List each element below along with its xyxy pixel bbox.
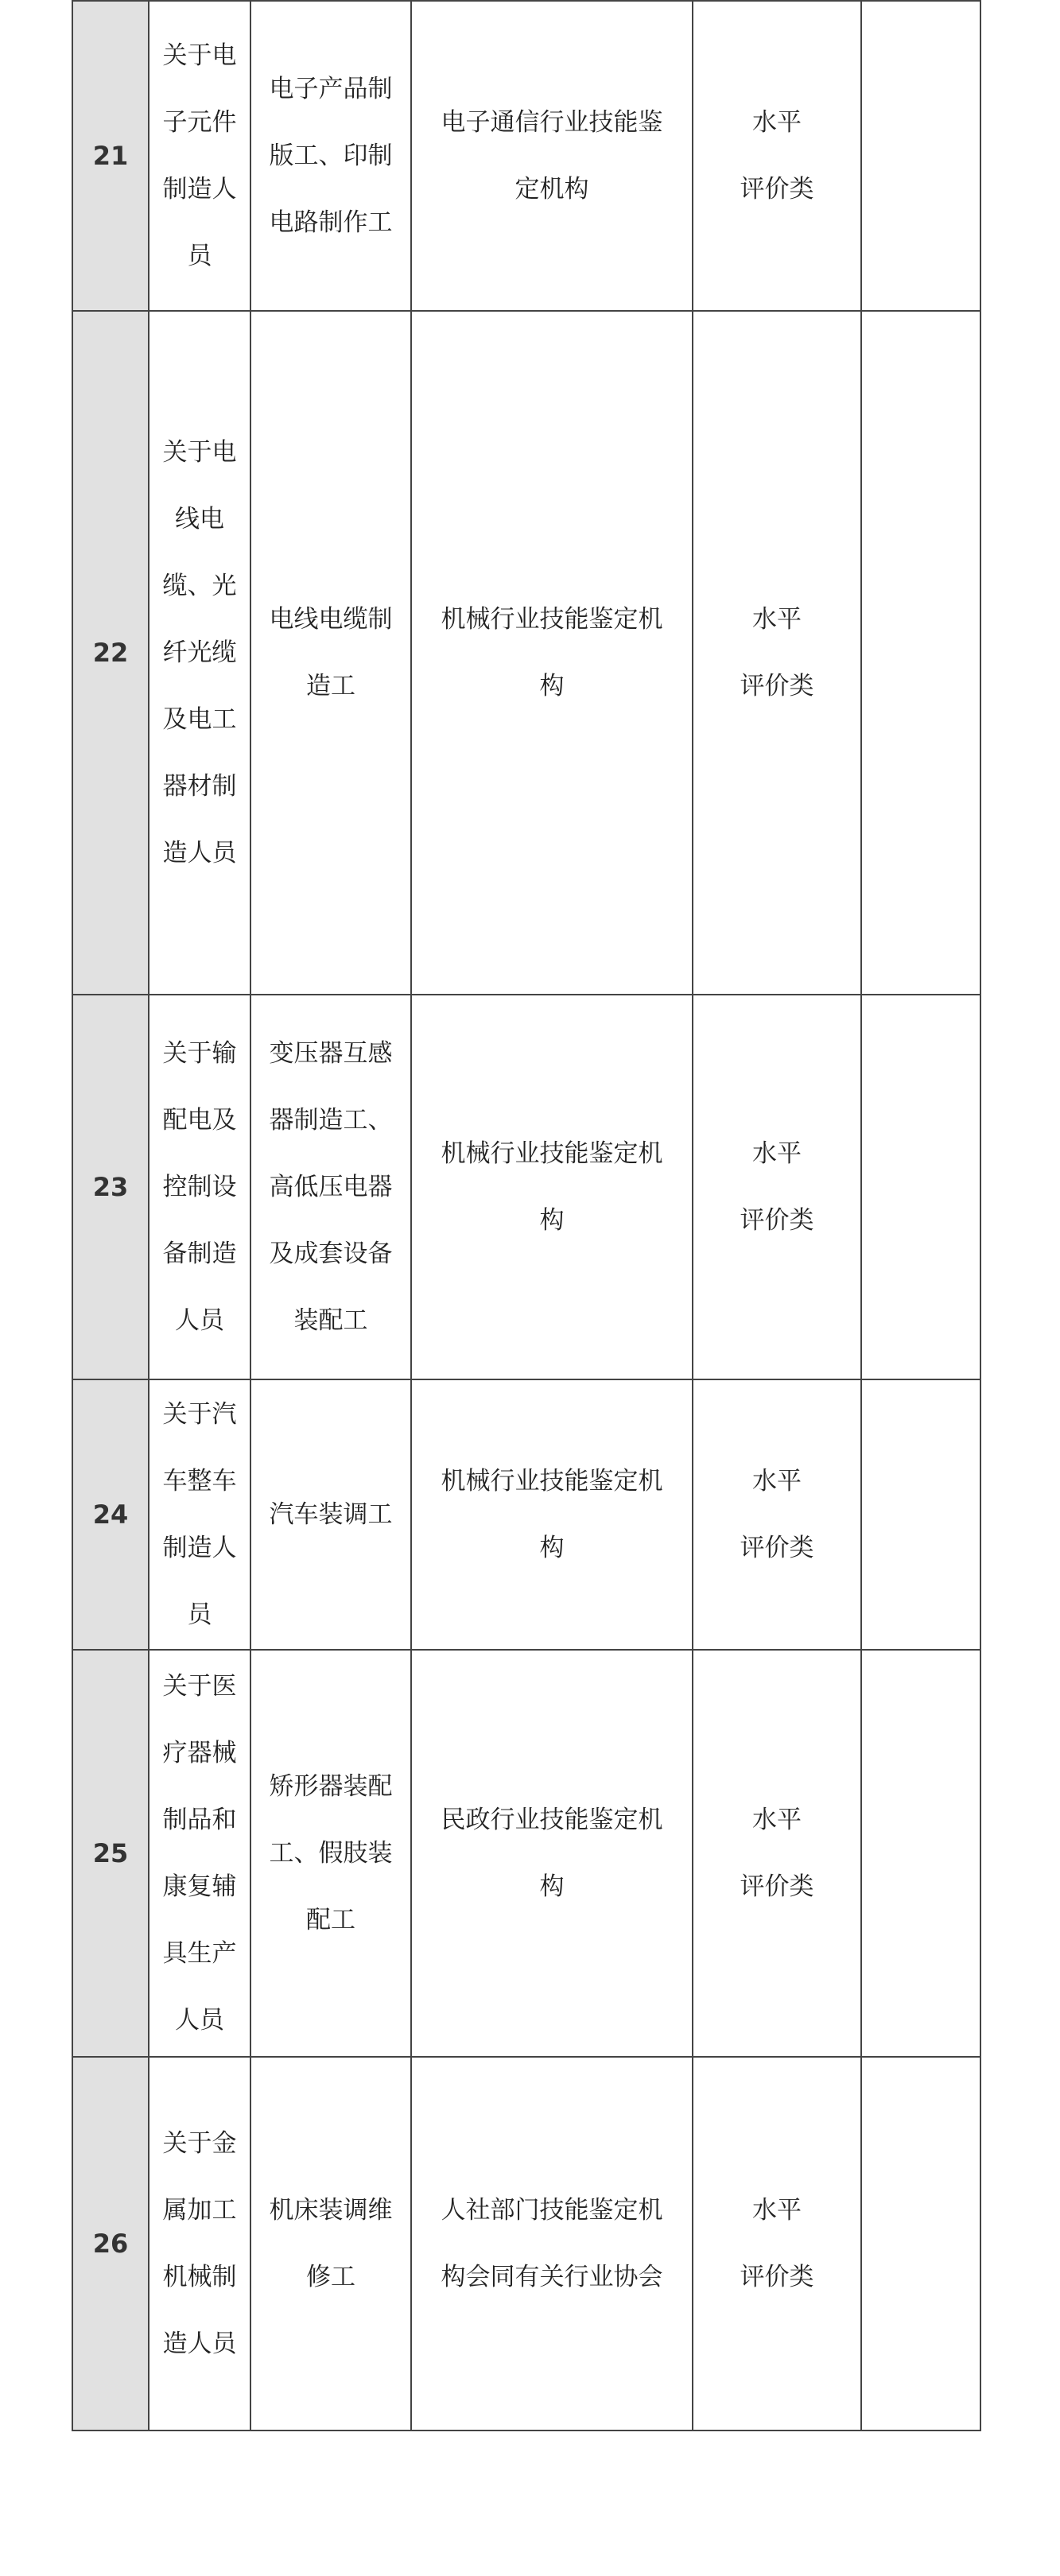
remark-cell — [861, 1650, 980, 2057]
type-text: 水平 评价类 — [740, 1806, 814, 1901]
type-text: 水平 评价类 — [740, 605, 814, 700]
organization-text: 机械行业技能鉴定机 构 — [441, 605, 663, 700]
occupation-cell — [250, 311, 411, 995]
type-cell — [693, 1650, 861, 2057]
category-cell — [149, 311, 250, 995]
organization-cell — [411, 995, 693, 1379]
organization-text: 电子通信行业技能鉴 定机构 — [441, 108, 663, 204]
type-cell — [693, 2057, 861, 2431]
table-row — [72, 2057, 980, 2431]
category-cell — [149, 995, 250, 1379]
occupation-text: 机床装调维 修工 — [269, 2196, 393, 2291]
organization-text: 机械行业技能鉴定机 构 — [441, 1139, 663, 1235]
row-number: 24 — [72, 1379, 149, 1650]
organization-cell — [411, 1379, 693, 1650]
category-cell — [149, 2057, 250, 2431]
organization-cell — [411, 1, 693, 311]
occupation-cell — [250, 1650, 411, 2057]
category-text: 关于汽 车整车 制造人 员 — [162, 1400, 237, 1629]
occupation-cell — [250, 995, 411, 1379]
organization-cell — [411, 2057, 693, 2431]
occupation-cell — [250, 2057, 411, 2431]
category-text: 关于输 配电及 控制设 备制造 人员 — [162, 1039, 237, 1335]
occupation-text: 电子产品制 版工、印制 电路制作工 — [269, 75, 393, 237]
occupation-text: 汽车装调工 — [269, 1500, 393, 1529]
category-cell — [149, 1650, 250, 2057]
occupation-table — [72, 0, 981, 2431]
type-cell — [693, 1, 861, 311]
row-number: 26 — [72, 2057, 149, 2431]
table-row — [72, 1, 980, 311]
organization-cell — [411, 1650, 693, 2057]
table-row — [72, 1650, 980, 2057]
table-row — [72, 995, 980, 1379]
category-cell — [149, 1, 250, 311]
remark-cell — [861, 1, 980, 311]
occupation-cell — [250, 1379, 411, 1650]
category-text: 关于医 疗器械 制品和 康复辅 具生产 人员 — [162, 1672, 237, 2035]
type-cell — [693, 311, 861, 995]
table-row — [72, 1379, 980, 1650]
row-number: 23 — [72, 995, 149, 1379]
organization-text: 民政行业技能鉴定机 构 — [441, 1806, 663, 1901]
type-cell — [693, 1379, 861, 1650]
remark-cell — [861, 1379, 980, 1650]
category-cell — [149, 1379, 250, 1650]
category-text: 关于金 属加工 机械制 造人员 — [162, 2129, 237, 2358]
type-text: 水平 评价类 — [740, 108, 814, 204]
row-number: 22 — [72, 311, 149, 995]
type-text: 水平 评价类 — [740, 2196, 814, 2291]
remark-cell — [861, 311, 980, 995]
type-text: 水平 评价类 — [740, 1139, 814, 1235]
row-number: 25 — [72, 1650, 149, 2057]
category-text: 关于电 线电 缆、光 纤光缆 及电工 器材制 造人员 — [162, 438, 237, 867]
remark-cell — [861, 2057, 980, 2431]
category-text: 关于电 子元件 制造人 员 — [162, 41, 237, 270]
remark-cell — [861, 995, 980, 1379]
occupation-cell — [250, 1, 411, 311]
row-number: 21 — [72, 1, 149, 311]
occupation-text: 矫形器装配 工、假肢装 配工 — [269, 1772, 393, 1934]
type-cell — [693, 995, 861, 1379]
occupation-text: 变压器互感 器制造工、 高低压电器 及成套设备 装配工 — [269, 1039, 393, 1335]
type-text: 水平 评价类 — [740, 1467, 814, 1562]
organization-cell — [411, 311, 693, 995]
organization-text: 机械行业技能鉴定机 构 — [441, 1467, 663, 1562]
table-row — [72, 311, 980, 995]
occupation-text: 电线电缆制 造工 — [269, 605, 393, 700]
organization-text: 人社部门技能鉴定机 构会同有关行业协会 — [441, 2196, 663, 2291]
